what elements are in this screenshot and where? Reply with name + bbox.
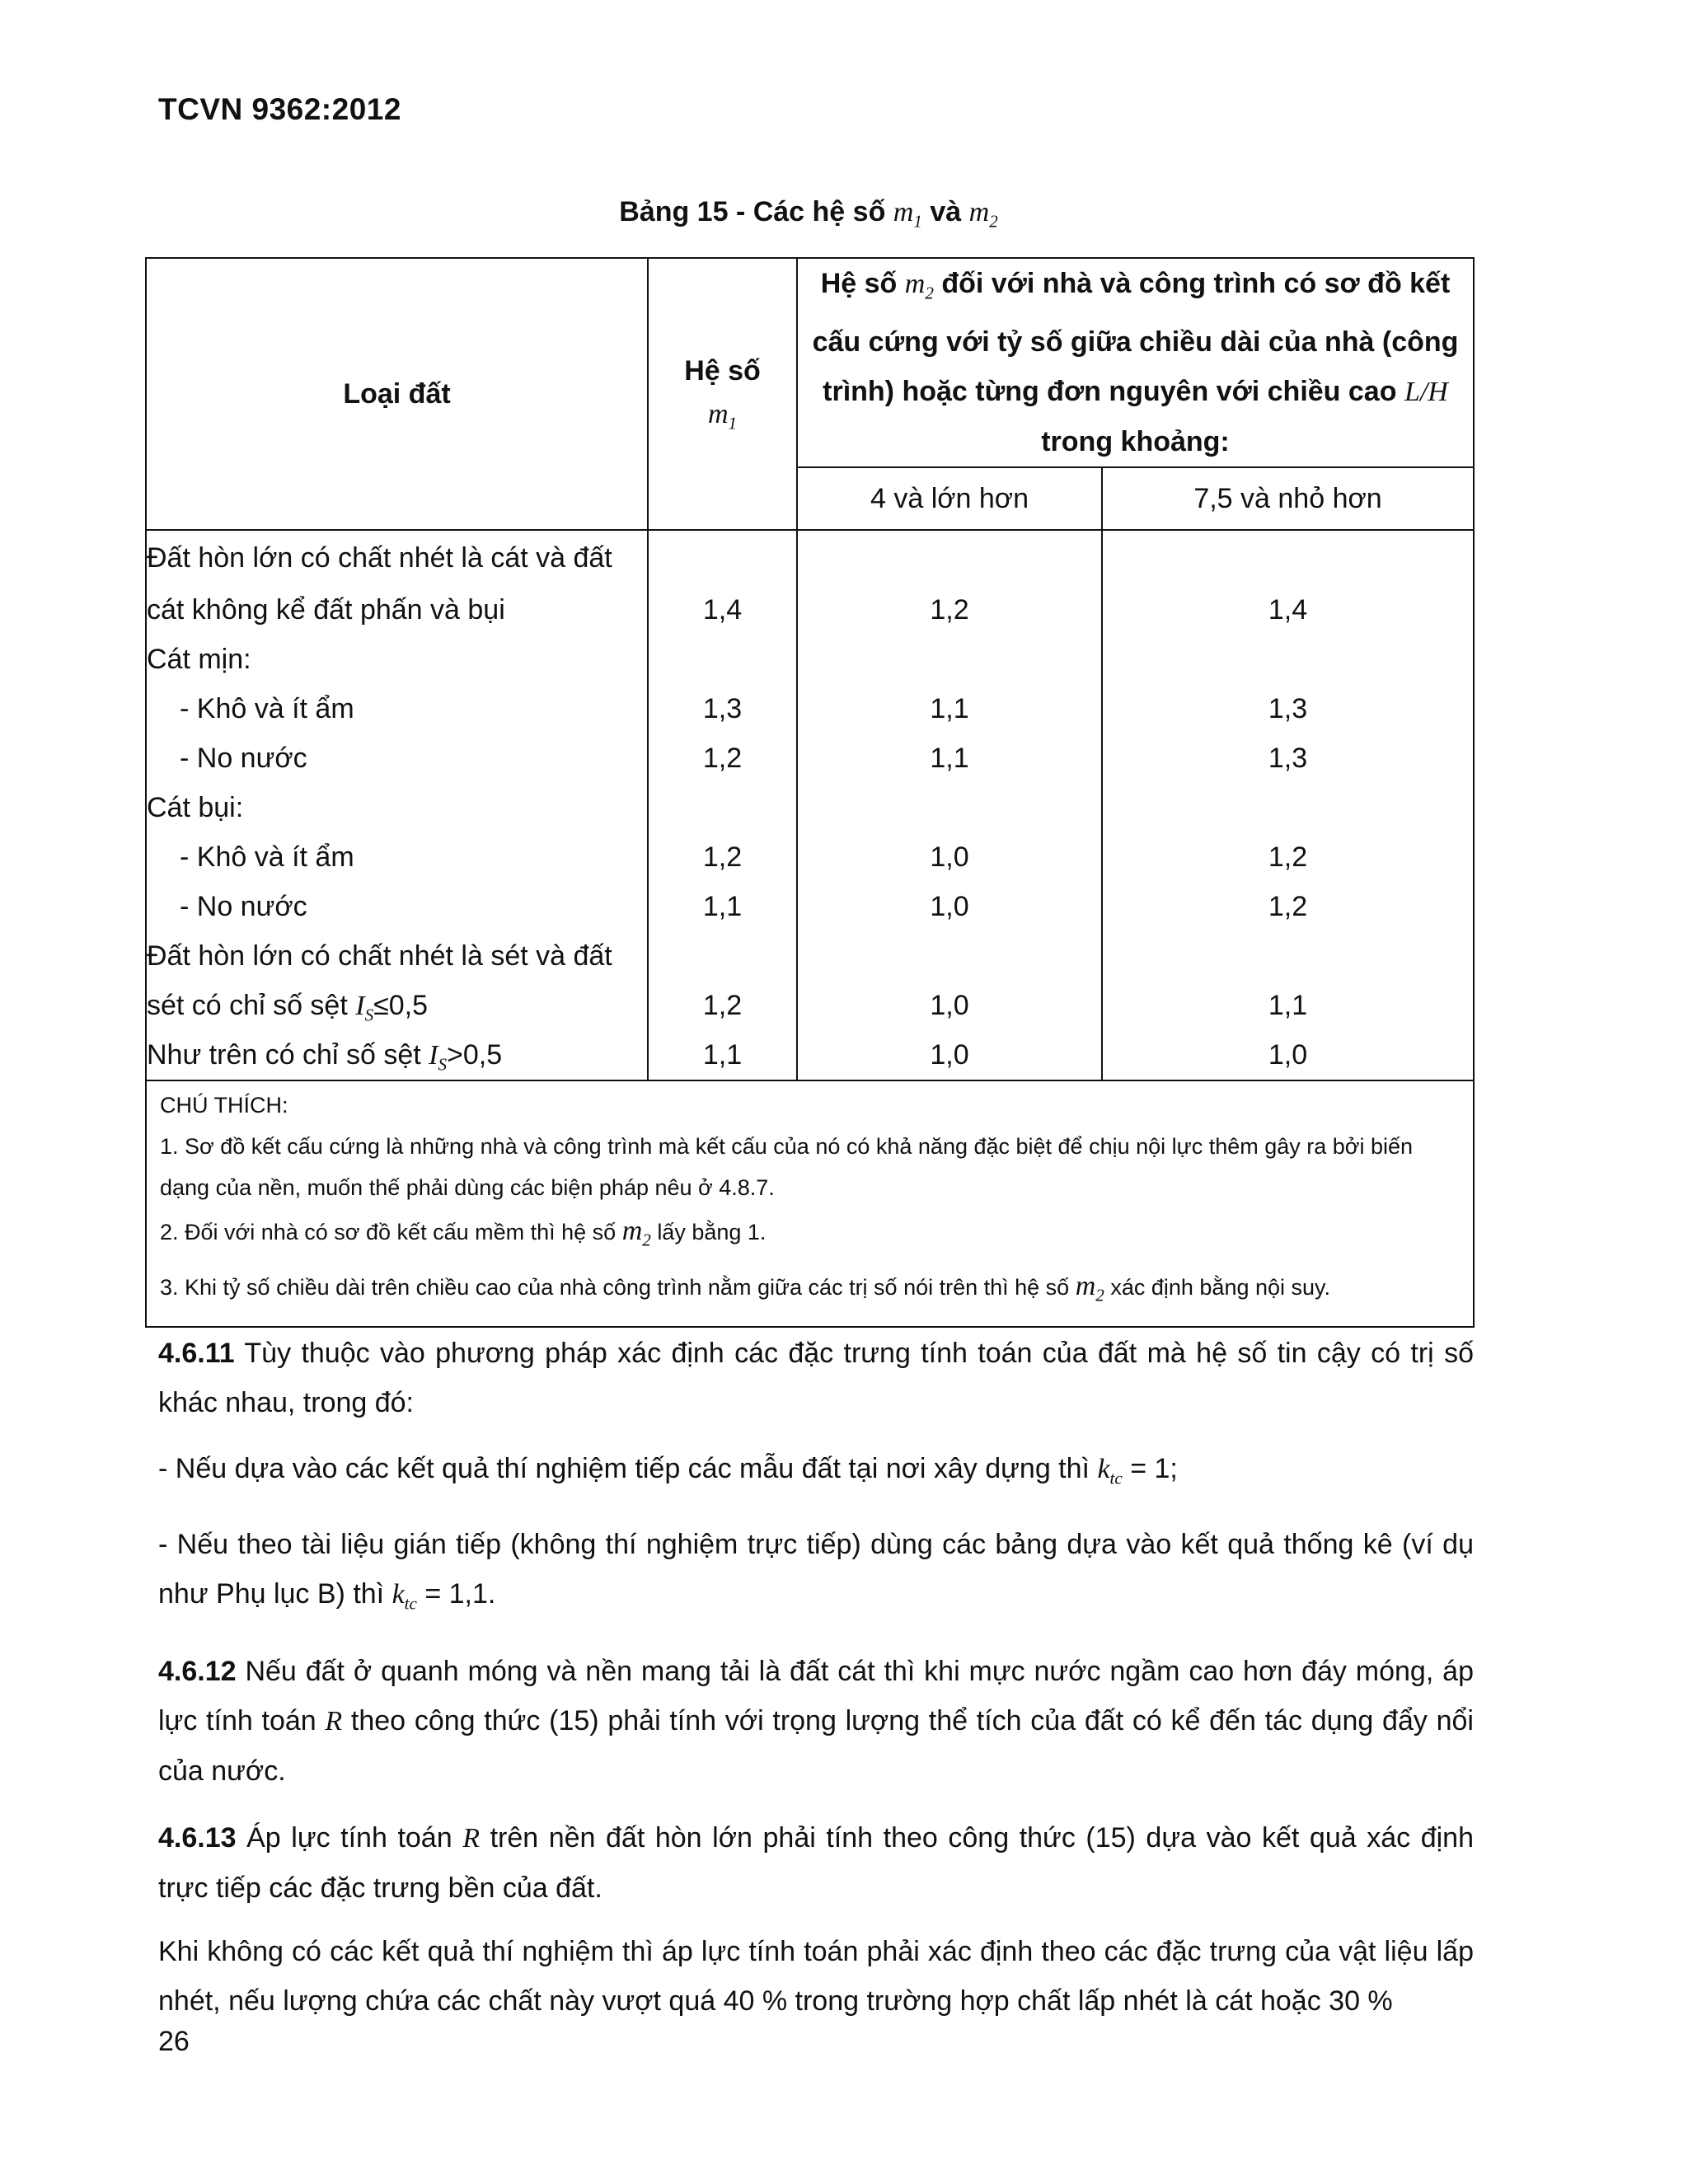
header-soil-type: Loại đất xyxy=(146,258,648,530)
table-cell xyxy=(798,931,1101,981)
section-number: 4.6.11 xyxy=(158,1338,235,1369)
header-m2: Hệ số $m_2$ đối với nhà và công trình có sơ đồ kết cấu cứng với tỷ số giữa chiều dài của nhà (công trình) hoặc từng đơn nguyên với chiều cao L/H trong khoảng: xyxy=(797,258,1474,467)
table-caption xyxy=(145,196,1472,232)
table-cell: 1,1 xyxy=(930,743,969,775)
table-cell: 1,2 xyxy=(1268,841,1308,874)
table-cell: 1,3 xyxy=(1268,693,1308,725)
table-cell: 1,1 xyxy=(930,693,969,725)
table-cell: 1,0 xyxy=(930,1039,969,1071)
table-cell: 1,3 xyxy=(702,693,743,725)
note-3: 3. Khi tỷ số chiều dài trên chiều cao của nhà công trình nằm giữa các trị số nói trên thì hệ số $m_2$ xác định bằng nội suy. xyxy=(160,1270,1331,1305)
list-item: Đất hòn lớn có chất nhét là cát và đất xyxy=(147,542,612,574)
caption-and: và xyxy=(930,196,962,227)
section-number: 4.6.12 xyxy=(158,1656,237,1687)
m2-4-and-more-column xyxy=(797,530,1102,1080)
list-item: - Khô và ít ẩm xyxy=(180,841,354,874)
notes-title: CHÚ THÍCH: xyxy=(160,1093,288,1118)
list-item: Cát bụi: xyxy=(147,792,244,824)
table-cell xyxy=(798,783,1101,832)
soil-type-column xyxy=(146,530,648,1080)
table-cell: 1,0 xyxy=(930,841,969,874)
paragraph-ktc-1: - Nếu dựa vào các kết quả thí nghiệm tiếp các mẫu đất tại nơi xây dựng thì $k_{tc} = 1$; xyxy=(158,1453,1178,1488)
table-cell: 1,2 xyxy=(702,743,743,775)
table-cell xyxy=(649,531,796,585)
list-item: sét có chỉ số sệt $I_S\le 0,5$ xyxy=(147,990,429,1025)
table-cell xyxy=(798,531,1101,585)
list-item: - Khô và ít ẩm xyxy=(180,693,354,725)
list-item: Đất hòn lớn có chất nhét là sét và đất xyxy=(147,940,612,972)
list-item: - No nước xyxy=(180,891,307,923)
note-1: 1. Sơ đồ kết cấu cứng là những nhà và công trình mà kết cấu của nó có khả năng đặc biệt để chịu nội lực thêm gây ra bởi biến dạng của nền, muốn thế phải dùng các biện pháp nêu ở 4.8.7. xyxy=(160,1134,1414,1201)
paragraph-fill-material: Khi không có các kết quả thí nghiệm thì áp lực tính toán phải xác định theo các đặc trưng của vật liệu lấp nhét, nếu lượng chứa các chất này vượt quá 40 % trong trường hợp chất lấp nhét là cát hoặc 30 % xyxy=(158,1936,1474,2017)
subheader-4-and-more: 4 và lớn hơn xyxy=(797,467,1102,530)
table-cell: 1,1 xyxy=(702,891,743,923)
table-notes xyxy=(146,1080,1474,1327)
list-item: Cát mịn: xyxy=(147,644,251,676)
table-cell: 1,1 xyxy=(1268,990,1308,1022)
coefficient-table xyxy=(145,257,1475,1328)
m2-7-5-and-less-column xyxy=(1102,530,1474,1080)
symbol-m1: $m_1$ xyxy=(893,197,922,232)
list-item: cát không kể đất phấn và bụi xyxy=(147,594,505,626)
table-cell xyxy=(649,635,796,684)
table-cell: 1,2 xyxy=(930,594,969,626)
table-cell: 1,3 xyxy=(1268,743,1308,775)
table-cell xyxy=(798,635,1101,684)
table-cell: 1,1 xyxy=(702,1039,743,1071)
paragraph-ktc-1-1: - Nếu theo tài liệu gián tiếp (không thí nghiệm trực tiếp) dùng các bảng dựa vào kết quả thống kê (ví dụ như Phụ lục B) thì $k_{tc} = 1,1$. xyxy=(158,1529,1474,1614)
table-cell: 1,2 xyxy=(702,841,743,874)
note-2: 2. Đối với nhà có sơ đồ kết cấu mềm thì hệ số $m_2$ lấy bằng 1. xyxy=(160,1216,767,1250)
table-cell xyxy=(649,931,796,981)
list-item: - No nước xyxy=(180,743,307,775)
paragraph-4-6-12: 4.6.12 Nếu đất ở quanh móng và nền mang tải là đất cát thì khi mực nước ngầm cao hơn đáy móng, áp lực tính toán R theo công thức (15) phải tính với trọng lượng thể tích của đất có kể đến tác dụng đẩy nổi của nước. xyxy=(158,1656,1474,1787)
table-cell: 1,0 xyxy=(930,990,969,1022)
table-cell xyxy=(1103,635,1473,684)
table-cell: 1,2 xyxy=(1268,891,1308,923)
table-cell: 1,4 xyxy=(1268,594,1308,626)
document-code: TCVN 9362:2012 xyxy=(158,92,401,126)
paragraph-4-6-11: 4.6.11 Tùy thuộc vào phương pháp xác định các đặc trưng tính toán của đất mà hệ số tin cậy có trị số khác nhau, trong đó: xyxy=(158,1338,1474,1418)
caption-prefix: Bảng 15 - Các hệ số xyxy=(619,196,886,227)
symbol-m2: $m_2$ xyxy=(968,197,998,232)
list-item: Như trên có chỉ số sệt $I_S>0,5$ xyxy=(147,1039,503,1075)
subheader-7-5-and-less: 7,5 và nhỏ hơn xyxy=(1102,467,1474,530)
table-cell xyxy=(649,783,796,832)
header-m1: Hệ số $m_1$ xyxy=(648,258,797,530)
table-cell: 1,0 xyxy=(930,891,969,923)
table-cell xyxy=(1103,931,1473,981)
m1-column xyxy=(648,530,797,1080)
table-cell xyxy=(1103,783,1473,832)
table-cell: 1,0 xyxy=(1268,1039,1308,1071)
table-cell: 1,4 xyxy=(702,594,743,626)
section-number: 4.6.13 xyxy=(158,1822,237,1854)
table-cell xyxy=(1103,531,1473,585)
page-number: 26 xyxy=(158,2026,190,2057)
paragraph-4-6-13: 4.6.13 Áp lực tính toán R trên nền đất hòn lớn phải tính theo công thức (15) dựa vào kết quả xác định trực tiếp các đặc trưng bền của đất. xyxy=(158,1822,1474,1904)
table-cell: 1,2 xyxy=(702,990,743,1022)
